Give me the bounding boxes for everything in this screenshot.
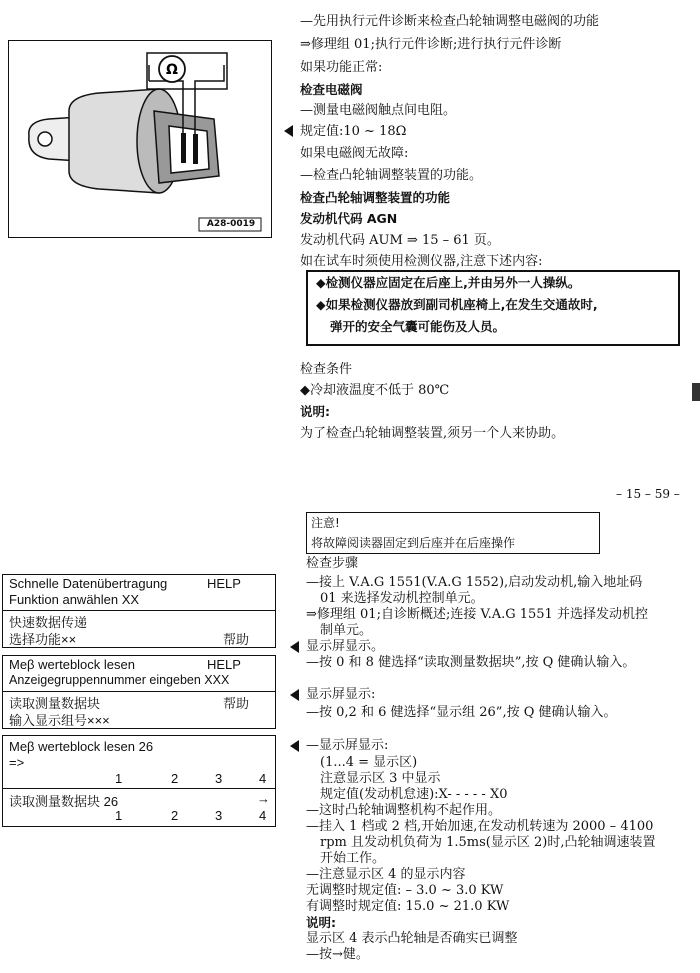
attention-text: 将故障阅读器固定到后座并在后座操作	[311, 536, 516, 550]
page-edge-mark	[692, 383, 700, 401]
text-line: 如果功能正常:	[300, 60, 383, 75]
step-line: 有调整时规定值: 15.0 ~ 21.0 KW	[306, 899, 510, 914]
step-line: (1...4 = 显示区)	[320, 755, 418, 770]
spec-value: 规定值:10 ~ 18Ω	[300, 124, 407, 139]
step-line: —按→健。	[306, 947, 369, 962]
warning-line: ◆如果检测仪器放到副司机座椅上,在发生交通故时,	[316, 297, 598, 312]
ohm-symbol: Ω	[166, 62, 178, 78]
display-field-number: 1	[115, 808, 123, 823]
display-help: HELP	[207, 576, 241, 591]
display-help: HELP	[207, 657, 241, 672]
display-help: 帮助	[223, 632, 250, 647]
display-text: 选择功能××	[9, 632, 77, 647]
step-line: —接上 V.A.G 1551(V.A.G 1552),启动发动机,输入地址码	[306, 575, 643, 590]
display-text: Schnelle Datenübertragung	[9, 576, 168, 591]
pointer-triangle-icon	[290, 689, 299, 701]
step-line: —按 0 和 8 健选择“读取测量数据块”,按 Q 健确认输入。	[306, 655, 636, 670]
text-line: —先用执行元件诊断来检查凸轮轴调整电磁阀的功能	[300, 14, 600, 29]
step-line: 显示屏显示:	[306, 687, 376, 702]
pointer-triangle-icon	[284, 125, 293, 137]
pointer-triangle-icon	[290, 740, 299, 752]
warning-line: ◆检测仪器应固定在后座上,并由另外一人操纵。	[316, 275, 581, 290]
display-text: 读取测量数据块	[9, 696, 101, 711]
display-text: Meβ werteblock lesen 26	[9, 739, 154, 754]
step-line: —挂入 1 档或 2 档,开始加速,在发动机转速为 2000 – 4100	[306, 819, 654, 834]
step-line: 规定值(发动机怠速):X- - - - - X0	[320, 787, 508, 802]
page-number: – 15 – 59 –	[616, 487, 680, 501]
warning-box	[306, 270, 680, 346]
conditions-item: ◆冷却液温度不低于 80℃	[300, 383, 450, 398]
text-line: —测量电磁阀触点间电阻。	[300, 103, 457, 118]
heading: 发动机代码 AGN	[300, 211, 398, 226]
step-line: rpm 且发动机负荷为 1.5ms(显示区 2)时,凸轮轴调速装置	[320, 835, 656, 850]
note-title: 说明:	[300, 404, 330, 419]
display-arrow: =>	[9, 755, 25, 770]
text-line: 如果电磁阀无故障:	[300, 146, 409, 161]
step-line: 开始工作。	[320, 851, 386, 866]
display-text: 快速数据传递	[9, 615, 88, 630]
display-field-number: 4	[259, 808, 267, 823]
figure-label: A28-0019	[206, 219, 256, 229]
solenoid-drawing	[9, 41, 271, 237]
display-text: 输入显示组号×××	[9, 713, 110, 728]
steps-title: 检查步骤	[306, 556, 359, 571]
step-line: 01 来选择发动机控制单元。	[320, 591, 484, 606]
step-line: ⇒修理组 01;自诊断概述;连接 V.A.G 1551 并选择发动机控	[306, 607, 648, 622]
step-line: 注意显示区 3 中显示	[320, 771, 441, 786]
display-text: Funktion anwählen XX	[9, 592, 140, 607]
text-line: ⇒修理组 01;执行元件诊断;进行执行元件诊断	[300, 37, 562, 52]
text-line: —检查凸轮轴调整装置的功能。	[300, 168, 483, 183]
step-line: —这时凸轮轴调整机构不起作用。	[306, 803, 502, 818]
conditions-title: 检查条件	[300, 362, 353, 377]
attention-box	[306, 512, 600, 554]
display-box-read-block	[2, 655, 276, 729]
display-text: 读取测量数据块 26	[9, 794, 119, 809]
step-line: 无调整时规定值: – 3.0 ~ 3.0 KW	[306, 883, 504, 898]
heading: 检查凸轮轴调整装置的功能	[300, 190, 451, 205]
display-box-group-26	[2, 735, 276, 827]
step-line: —显示屏显示:	[306, 738, 389, 753]
warning-line: 弹开的安全气囊可能伤及人员。	[330, 319, 506, 334]
display-field-number: 2	[171, 771, 179, 786]
text-line: 如在试车时须使用检测仪器,注意下述内容:	[300, 254, 543, 269]
step-line: 制单元。	[320, 623, 373, 638]
display-text: Anzeigegruppennummer eingeben XXX	[9, 673, 230, 687]
display-field-number: 1	[115, 771, 123, 786]
pointer-triangle-icon	[290, 641, 299, 653]
display-help: 帮助	[223, 696, 250, 711]
heading: 检查电磁阀	[300, 82, 363, 97]
text-line: 发动机代码 AUM ⇒ 15 – 61 页。	[300, 233, 500, 248]
note-text: 为了检查凸轮轴调整装置,须另一个人来协助。	[300, 426, 565, 441]
solenoid-valve-illustration	[8, 40, 272, 238]
display-field-number: 3	[215, 808, 223, 823]
step-line: 显示屏显示。	[306, 639, 385, 654]
step-line: —注意显示区 4 的显示内容	[306, 867, 466, 882]
display-text: Meβ werteblock lesen	[9, 657, 135, 672]
display-field-number: 2	[171, 808, 179, 823]
display-field-number: 4	[259, 771, 267, 786]
display-box-fast-data	[2, 574, 276, 648]
display-field-number: 3	[215, 771, 223, 786]
step-note-title: 说明:	[306, 915, 336, 930]
step-line: —按 0,2 和 6 健选择“显示组 26”,按 Q 健确认输入。	[306, 705, 617, 720]
display-arrow: →	[257, 791, 270, 806]
step-line: 显示区 4 表示凸轮轴是否确实已调整	[306, 931, 518, 946]
attention-title: 注意!	[311, 516, 340, 530]
